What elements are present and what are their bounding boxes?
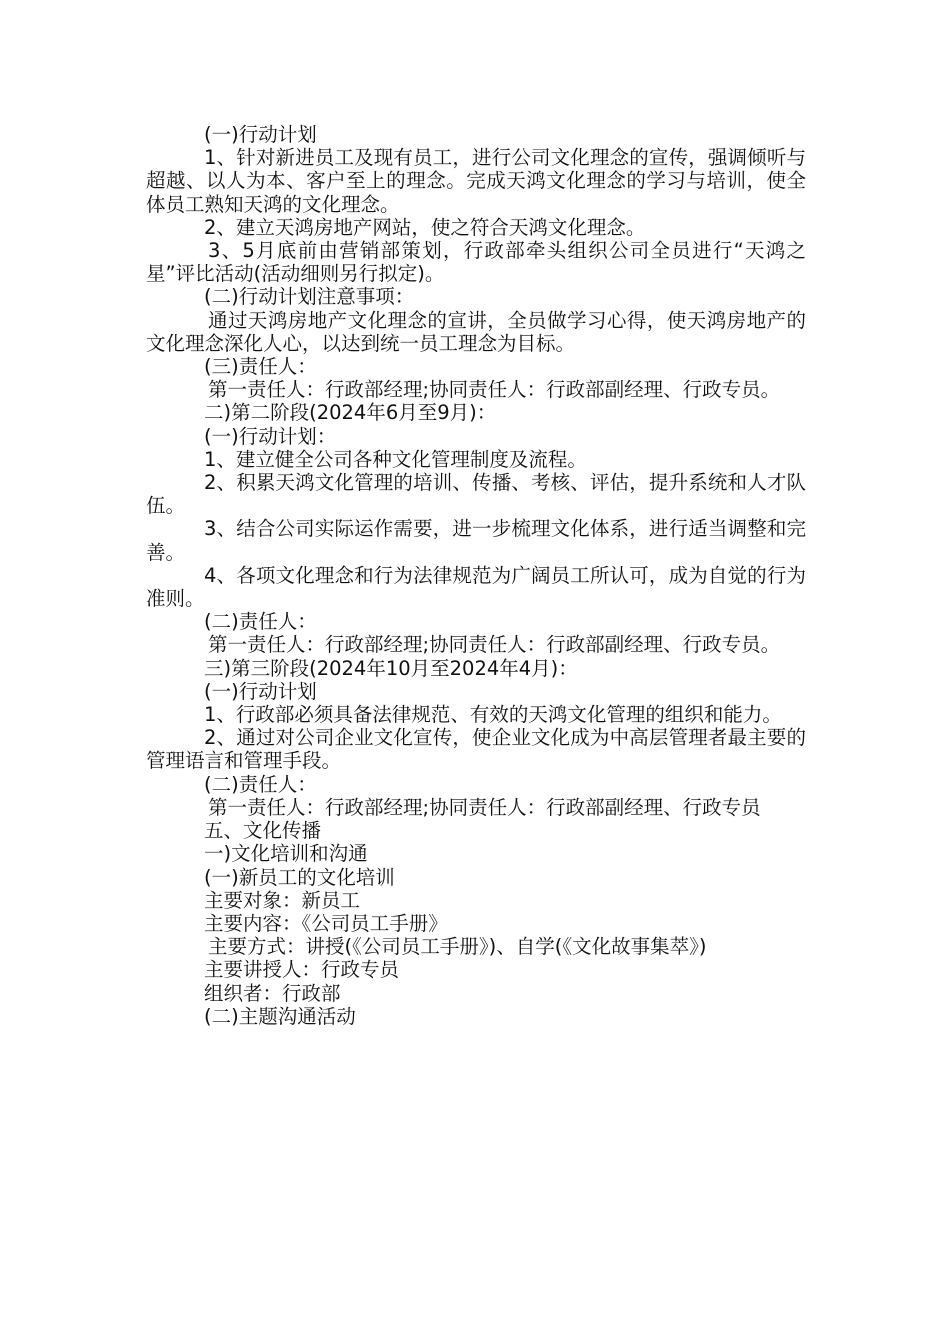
paragraph: 2、通过对公司企业文化宣传，使企业文化成为中高层管理者最主要的管理语言和管理手段。	[146, 726, 806, 773]
paragraph: (二)责任人：	[204, 610, 317, 634]
paragraph: 通过天鸿房地产文化理念的宣讲，全员做学习心得，使天鸿房地产的文化理念深化人心，以达到统一员工理念为目标。	[146, 308, 806, 355]
paragraph: (二)主题沟通活动	[204, 1004, 356, 1028]
paragraph: 3、结合公司实际运作需要，进一步梳理文化体系，进行适当调整和完善。	[146, 517, 806, 564]
paragraph: (二)责任人：	[204, 772, 317, 796]
paragraph: 主要内容：《公司员工手册》	[204, 911, 448, 935]
section-heading: 五、文化传播	[204, 819, 322, 843]
paragraph: (一)行动计划	[204, 123, 317, 146]
paragraph: 2、建立天鸿房地产网站，使之符合天鸿文化理念。	[204, 215, 646, 239]
section-heading: 二)第二阶段(2024年6月至9月)：	[204, 401, 497, 425]
paragraph: 主要对象：新员工	[204, 888, 361, 912]
paragraph: 3、5月底前由营销部策划，行政部牵头组织公司全员进行“天鸿之星”评比活动(活动细则另行拟定)。	[146, 239, 806, 286]
paragraph: (三)责任人：	[204, 355, 317, 379]
paragraph: (二)行动计划注意事项：	[204, 285, 415, 309]
paragraph: 第一责任人：行政部经理;协同责任人：行政部副经理、行政专员。	[208, 378, 781, 402]
paragraph: 1、行政部必须具备法律规范、有效的天鸿文化管理的组织和能力。	[204, 703, 782, 727]
paragraph: 组织者：行政部	[204, 981, 341, 1005]
paragraph: 一)文化培训和沟通	[204, 842, 368, 866]
paragraph: 主要方式：讲授(《公司员工手册》)、自学(《文化故事集萃》)	[208, 935, 707, 959]
paragraph: 4、各项文化理念和行为法律规范为广阔员工所认可，成为自觉的行为准则。	[146, 563, 806, 611]
document-body	[146, 123, 806, 1028]
paragraph: (一)新员工的文化培训	[204, 865, 395, 889]
paragraph: 1、建立健全公司各种文化管理制度及流程。	[204, 447, 587, 471]
paragraph: 第一责任人：行政部经理;协同责任人：行政部副经理、行政专员。	[208, 633, 781, 657]
paragraph: (一)行动计划	[204, 679, 317, 703]
paragraph: 主要讲授人：行政专员	[204, 958, 400, 982]
paragraph: (一)行动计划：	[204, 424, 337, 448]
paragraph: 第一责任人：行政部经理;协同责任人：行政部副经理、行政专员	[208, 795, 761, 819]
section-heading: 三)第三阶段(2024年10月至2024年4月)：	[204, 656, 578, 680]
paragraph: 2、积累天鸿文化管理的培训、传播、考核、评估，提升系统和人才队伍。	[146, 471, 806, 518]
paragraph: 1、针对新进员工及现有员工，进行公司文化理念的宣传，强调倾听与超越、以人为本、客户至上的理念。完成天鸿文化理念的学习与培训，使全体员工熟知天鸿的文化理念。	[146, 146, 806, 216]
